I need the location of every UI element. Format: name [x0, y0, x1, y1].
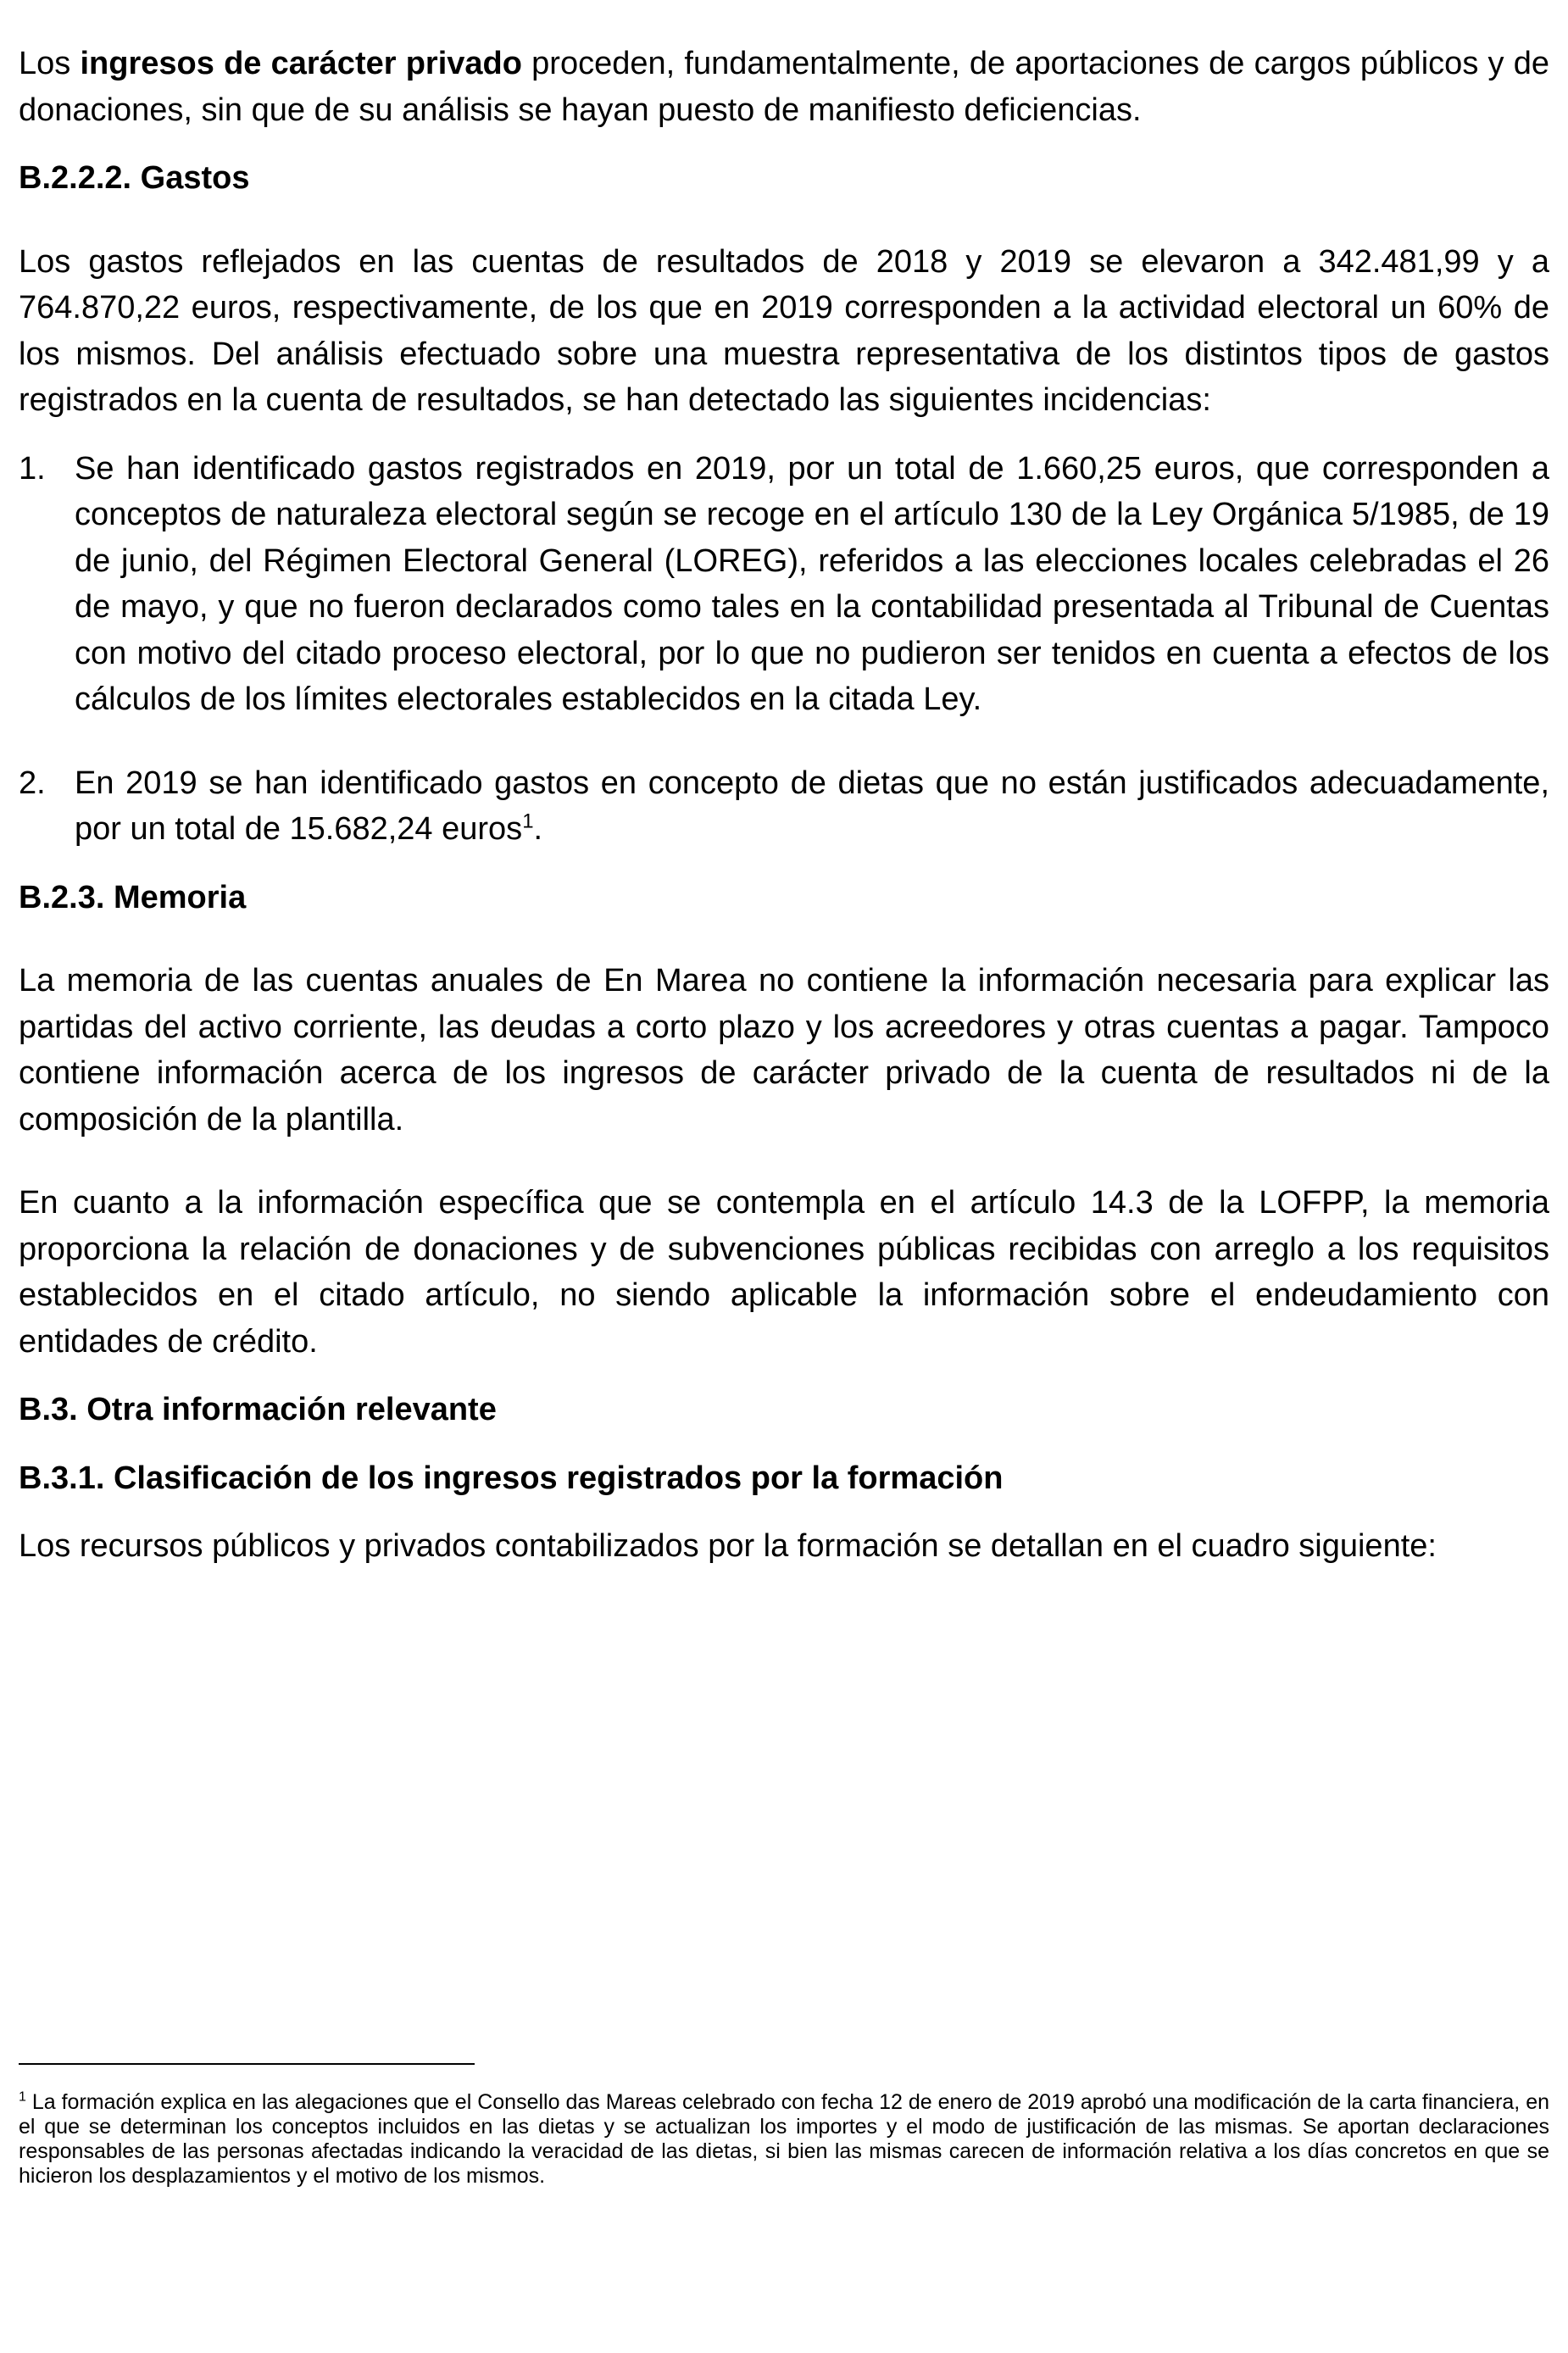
incidencias-list	[19, 446, 1549, 853]
footnote-number: 1	[19, 2089, 26, 2105]
ingresos-before: Los	[19, 46, 81, 81]
footnote-text: La formación explica en las alegaciones que el Consello das Mareas celebrado con fecha 12 de enero de 2019 aprobó una modificación de la carta financiera, en el que se determinan los conceptos incluidos en las dietas y se actualizan los importes y el modo de justificación de las mismas. Se aportan declaraciones responsables de las personas afectadas indicando la veracidad de las dietas, si bien las mismas carecen de información relativa a los días concretos en que se hicieron los desplazamientos y el motivo de los mismos.	[19, 2090, 1549, 2188]
footnote-divider	[19, 2063, 475, 2065]
list-item-number: 2.	[19, 765, 46, 801]
paragraph-recursos: Los recursos públicos y privados contabilizados por la formación se detallan en el cuadro siguiente:	[19, 1528, 1437, 1564]
ingresos-after: proceden, fundamentalmente, de aportaciones de cargos públicos y de donaciones, sin que de su análisis se hayan puesto de manifiesto deficiencias.	[19, 46, 1549, 128]
list-item-text-wrapper	[75, 760, 1549, 853]
list-item-end: .	[533, 811, 543, 847]
heading-gastos: B.2.2.2. Gastos	[19, 160, 250, 196]
footnotes-section	[19, 2063, 1549, 2189]
paragraph-ingresos-privados	[19, 41, 1549, 133]
footnote-reference[interactable]: 1	[522, 809, 534, 833]
heading-memoria: B.2.3. Memoria	[19, 879, 247, 915]
document-page	[19, 41, 1549, 1607]
list-item-text: En 2019 se han identificado gastos en concepto de dietas que no están justificados adecuadamente, por un total de 15.682,24 euros	[75, 765, 1549, 847]
paragraph-memoria-2: En cuanto a la información específica que se contempla en el artículo 14.3 de la LOFPP, la memoria proporciona la relación de donaciones y de subvenciones públicas recibidas con arreglo a los requisitos establecidos en el citado artículo, no siendo aplicable la información sobre el endeudamiento con entidades de crédito.	[19, 1185, 1549, 1360]
ingresos-bold-term: ingresos de carácter privado	[80, 46, 522, 81]
list-item	[19, 760, 1549, 853]
heading-otra-informacion: B.3. Otra información relevante	[19, 1392, 497, 1427]
list-item-text: Se han identificado gastos registrados en 2019, por un total de 1.660,25 euros, que corresponden a conceptos de naturaleza electoral según se recoge en el artículo 130 de la Ley Orgánica 5/1985, de 19 de junio, del Régimen Electoral General (LOREG), referidos a las elecciones locales celebradas el 26 de mayo, y que no fueron declarados como tales en la contabilidad presentada al Tribunal de Cuentas con motivo del citado proceso electoral, por lo que no pudieron ser tenidos en cuenta a efectos de los cálculos de los límites electorales establecidos en la citada Ley.	[75, 450, 1549, 717]
list-item-number: 1.	[19, 450, 46, 487]
paragraph-memoria-1: La memoria de las cuentas anuales de En Marea no contiene la información necesaria para explicar las partidas del activo corriente, las deudas a corto plazo y los acreedores y otras cuentas a pagar. Tampoco contiene información acerca de los ingresos de carácter privado de la cuenta de resultados ni de la composición de la plantilla.	[19, 963, 1549, 1138]
list-item	[19, 446, 1549, 723]
heading-clasificacion-ingresos: B.3.1. Clasificación de los ingresos registrados por la formación	[19, 1460, 1004, 1496]
footnote-1	[19, 2090, 1549, 2189]
paragraph-gastos: Los gastos reflejados en las cuentas de resultados de 2018 y 2019 se elevaron a 342.481,99 y a 764.870,22 euros, respectivamente, de los que en 2019 corresponden a la actividad electoral un 60% de los mismos. Del análisis efectuado sobre una muestra representativa de los distintos tipos de gastos registrados en la cuenta de resultados, se han detectado las siguientes incidencias:	[19, 243, 1549, 418]
